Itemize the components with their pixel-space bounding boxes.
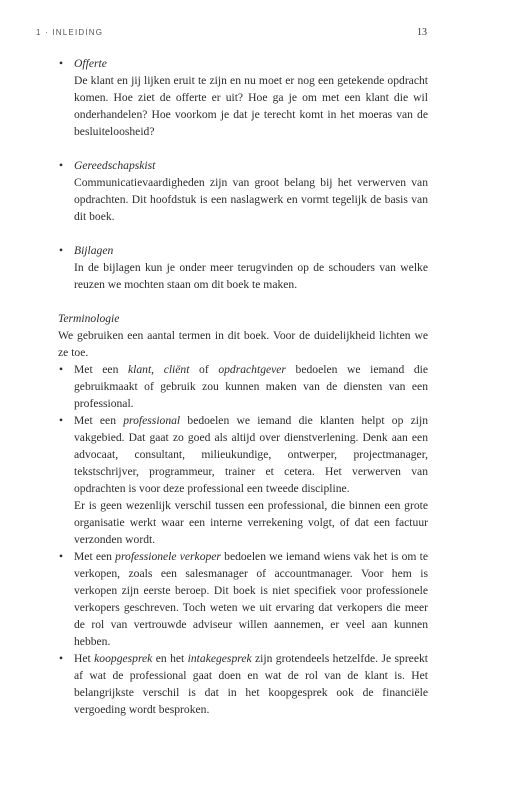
term: intakegesprek bbox=[187, 652, 252, 665]
bullet-icon: • bbox=[59, 550, 64, 563]
section-title: Gereedschapskist bbox=[74, 159, 156, 172]
section-text: In de bijlagen kun je onder meer terugvinden op de schouders van welke reuzen we mochten staan om dit boek te maken. bbox=[74, 261, 428, 291]
term: professional bbox=[123, 414, 181, 427]
terminology-intro: We gebruiken een aantal termen in dit boek. Voor de duidelijkheid lichten we ze toe. bbox=[58, 329, 428, 359]
list-item-extra: Er is geen wezenlijk verschil tussen een professional, die binnen een grote organisatie werkt waar een interne verrekening volgt, of dat een factuur verzonden wordt. bbox=[74, 499, 428, 546]
page-body bbox=[58, 55, 428, 718]
bullet-icon: • bbox=[59, 414, 64, 427]
list-item: • Het koopgesprek en het intakegesprek zijn grotendeels hetzelfde. Je spreekt af wat de professional gaat doen en wat de rol van de klant is. Het belangrijkste verschil is dat in het koopgesprek ook de financiële vergoeding wordt besproken. bbox=[59, 652, 428, 716]
running-header bbox=[36, 24, 427, 41]
term: koopgesprek bbox=[94, 652, 153, 665]
section-title: Bijlagen bbox=[74, 244, 114, 257]
bullet-icon: • bbox=[59, 159, 64, 172]
bullet-icon: • bbox=[59, 363, 64, 376]
terminology-title: Terminologie bbox=[58, 312, 120, 325]
term: professionele verkoper bbox=[115, 550, 221, 563]
section-text: De klant en jij lijken eruit te zijn en nu moet er nog een getekende opdracht komen. Hoe ziet de offerte er uit? Hoe ga je om met een klant die wil onderhandelen? Hoe voorkom je dat je terecht komt in het moeras van de besluiteloosheid? bbox=[74, 74, 428, 138]
section-text: Communicatievaardigheden zijn van groot belang bij het verwerven van opdrachten. Dit hoofdstuk is een naslagwerk en vormt tegelijk de basis van dit boek. bbox=[74, 176, 428, 223]
list-item: • Met een professionele verkoper bedoelen we iemand wiens vak het is om te verkopen, zoals een salesmanager of accountmanager. Voor hem is verkopen zijn eerste beroep. Dit boek is niet specifiek voor professionele verkopers geschreven. Toch weten we uit ervaring dat verkopers die meer de rol van vertrouwde adviseur willen aannemen, er veel aan kunnen hebben. bbox=[59, 550, 429, 648]
bullet-icon: • bbox=[59, 652, 64, 665]
bullet-icon: • bbox=[59, 244, 64, 257]
section-offerte bbox=[58, 55, 428, 140]
page-number: 13 bbox=[417, 27, 427, 38]
term: opdrachtgever bbox=[218, 363, 286, 376]
term: cliënt bbox=[163, 363, 190, 376]
section-gereedschapskist bbox=[58, 157, 428, 225]
section-title: Offerte bbox=[74, 57, 107, 70]
section-bijlagen bbox=[58, 242, 428, 293]
bullet-icon: • bbox=[59, 57, 64, 70]
chapter-label: 1 · INLEIDING bbox=[36, 28, 104, 37]
list-item: • Met een professional bedoelen we iemand die klanten helpt op zijn vakgebied. Dat gaat zo goed als altijd over dienstverlening. Denk aan een advocaat, consultant, milieukundige, ontwerper, projectmanager, tekstschrijver, programmeur, trainer et cetera. Het verwerven van opdrachten is voor deze professional een tweede discipline. Er is geen wezenlijk verschil tussen een professional, die binnen een grote organisatie werkt waar een interne verrekening volgt, of dat een factuur verzonden wordt. bbox=[59, 414, 428, 546]
term: klant bbox=[127, 363, 152, 376]
list-item: • Met een klant, cliënt of opdrachtgever bedoelen we iemand die gebruikmaakt of gebruik zou kunnen maken van de diensten van een professional. bbox=[59, 363, 429, 410]
